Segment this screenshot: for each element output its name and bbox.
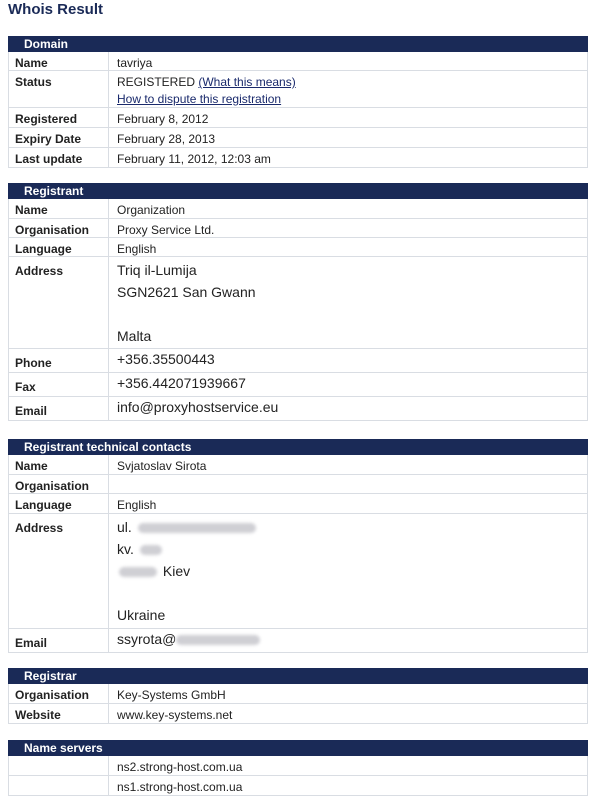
- nameserver-value: ns1.strong-host.com.ua: [117, 780, 243, 794]
- what-this-means-link[interactable]: (What this means): [198, 75, 296, 89]
- registrant-address-line: Malta: [117, 328, 152, 344]
- registrant-org-value: Proxy Service Ltd.: [117, 223, 215, 237]
- registrant-phone-value: +356.35500443: [117, 351, 215, 367]
- nameserver-row: [8, 756, 588, 776]
- domain-registered-value: February 8, 2012: [117, 112, 209, 126]
- domain-status-label: Status: [9, 71, 109, 107]
- registrant-name-label: Name: [9, 199, 109, 218]
- registrant-address-value: [109, 257, 587, 348]
- registrant-fax-row: [8, 373, 588, 397]
- registrant-org-label: Organisation: [9, 219, 109, 237]
- nameserver-row: [8, 776, 588, 796]
- tech-language-label: Language: [9, 494, 109, 513]
- tech-email-prefix: ssyrota@: [117, 631, 177, 647]
- registrant-phone-label: Phone: [9, 349, 109, 372]
- tech-language-row: [8, 494, 588, 514]
- registrar-section-header: Registrar: [8, 668, 588, 684]
- tech-name-label: Name: [9, 455, 109, 474]
- registrar-org-value: Key-Systems GmbH: [117, 688, 226, 702]
- nameservers-section: [8, 740, 588, 796]
- domain-expiry-label: Expiry Date: [9, 128, 109, 147]
- registrant-name-row: [8, 199, 588, 219]
- tech-email-value: [109, 629, 587, 652]
- tech-address-city: Kiev: [162, 563, 191, 579]
- nameservers-section-header: Name servers: [8, 740, 588, 756]
- registrar-section: [8, 668, 588, 724]
- tech-org-value: [109, 475, 587, 493]
- domain-status-row: [8, 71, 588, 108]
- redacted-email-domain: [176, 635, 260, 645]
- domain-name-label: Name: [9, 52, 109, 70]
- domain-expiry-value: February 28, 2013: [117, 132, 216, 146]
- tech-email-row: [8, 629, 588, 653]
- tech-org-row: [8, 475, 588, 494]
- registrar-org-row: [8, 684, 588, 704]
- nameserver-value: ns2.strong-host.com.ua: [117, 760, 243, 774]
- tech-address-value: [109, 514, 587, 628]
- registrant-name-value: Organization: [117, 203, 186, 217]
- registrant-address-line: SGN2621 San Gwann: [117, 284, 256, 300]
- tech-email-label: Email: [9, 629, 109, 652]
- tech-address-row: [8, 514, 588, 629]
- domain-status-value: [109, 71, 587, 107]
- tech-contacts-section: [8, 439, 588, 653]
- redacted-street: [138, 523, 256, 533]
- registrant-section-header: Registrant: [8, 183, 588, 199]
- tech-address-prefix: kv.: [117, 541, 134, 557]
- registrar-website-label: Website: [9, 704, 109, 723]
- domain-name-row: [8, 52, 588, 71]
- registrant-fax-value: +356.442071939667: [117, 375, 246, 391]
- registrant-fax-label: Fax: [9, 373, 109, 396]
- registrant-email-row: [8, 397, 588, 421]
- registrant-org-row: [8, 219, 588, 238]
- registrar-org-label: Organisation: [9, 684, 109, 703]
- domain-registered-row: [8, 108, 588, 128]
- status-text: REGISTERED: [117, 75, 196, 89]
- domain-section-header: Domain: [8, 36, 588, 52]
- nameserver-label: [9, 776, 109, 795]
- domain-update-value: February 11, 2012, 12:03 am: [117, 152, 271, 166]
- registrant-address-row: [8, 257, 588, 349]
- registrant-language-value: English: [117, 242, 157, 256]
- redacted-apartment: [140, 545, 162, 555]
- domain-section: [8, 36, 588, 168]
- tech-address-prefix: ul.: [117, 519, 132, 535]
- domain-update-row: [8, 148, 588, 168]
- tech-address-label: Address: [9, 514, 109, 628]
- registrar-website-row: [8, 704, 588, 724]
- tech-language-value: English: [117, 498, 157, 512]
- domain-registered-label: Registered: [9, 108, 109, 127]
- dispute-registration-link[interactable]: How to dispute this registration: [117, 92, 282, 106]
- redacted-postcode: [119, 567, 157, 577]
- registrant-language-label: Language: [9, 238, 109, 256]
- registrant-address-line: [117, 303, 587, 325]
- registrant-language-row: [8, 238, 588, 257]
- registrant-address-label: Address: [9, 257, 109, 348]
- tech-name-value: Svjatoslav Sirota: [117, 459, 207, 473]
- tech-contacts-section-header: Registrant technical contacts: [8, 439, 588, 455]
- registrant-section: [8, 183, 588, 421]
- registrar-website-value: www.key-systems.net: [117, 708, 233, 722]
- registrant-email-value: info@proxyhostservice.eu: [117, 399, 279, 415]
- registrant-phone-row: [8, 349, 588, 373]
- domain-update-label: Last update: [9, 148, 109, 167]
- domain-name-value: tavriya: [117, 56, 153, 70]
- registrant-address-line: Triq il-Lumija: [117, 262, 197, 278]
- registrant-email-label: Email: [9, 397, 109, 420]
- domain-expiry-row: [8, 128, 588, 148]
- tech-org-label: Organisation: [9, 475, 109, 493]
- tech-name-row: [8, 455, 588, 475]
- nameserver-label: [9, 756, 109, 775]
- tech-address-country: Ukraine: [117, 607, 166, 623]
- page-title: Whois Result: [8, 1, 104, 18]
